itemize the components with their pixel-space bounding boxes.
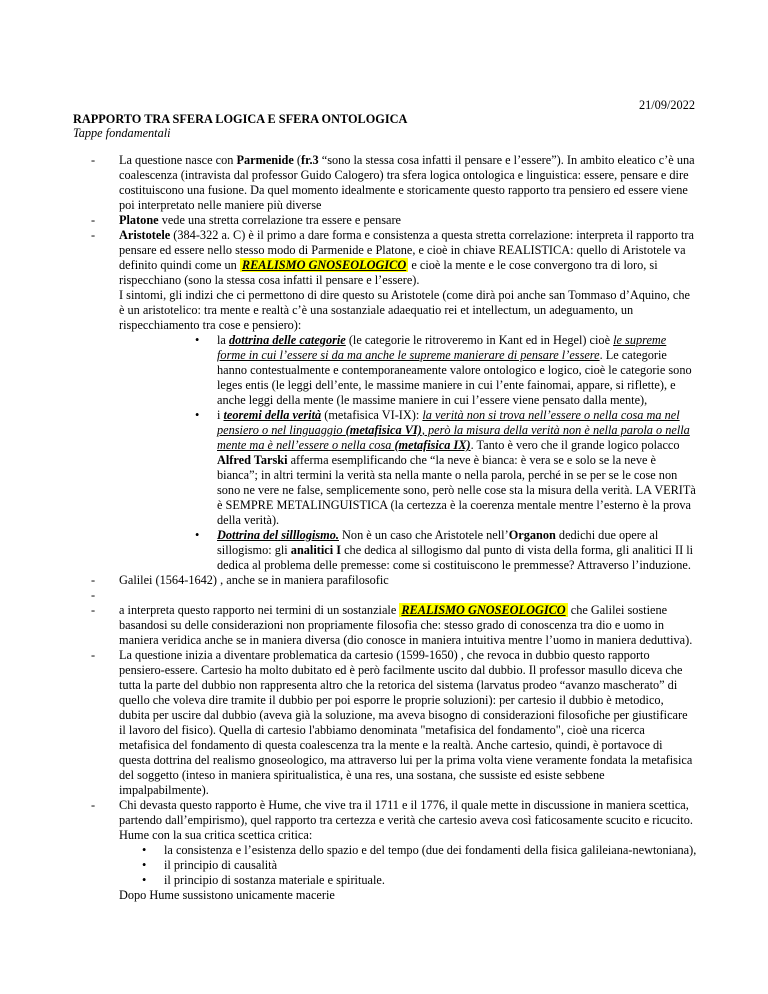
bullet-item-causalita xyxy=(142,858,697,873)
text-run: il principio di sostanza materiale e spirituale. xyxy=(164,873,385,887)
document-subtitle: Tappe fondamentali xyxy=(73,126,171,140)
text-run: La questione nasce con xyxy=(119,153,237,167)
dash-marker: - xyxy=(91,648,96,662)
list-item-aristotele xyxy=(73,228,697,333)
bold-run: Platone xyxy=(119,213,159,227)
bullet-marker: • xyxy=(195,408,200,422)
text-run: e cioè la mente e le cose convergono tra di loro, si rispecchiano (sono la stessa cosa infatti il pensare e l’essere). xyxy=(119,258,658,287)
text-run: vede una stretta correlazione tra essere e pensare xyxy=(158,213,402,227)
emphasis-run: dottrina delle categorie xyxy=(228,333,346,347)
bold-run: Aristotele xyxy=(119,228,171,242)
bullet-marker: • xyxy=(195,333,200,347)
text-run: (384-322 a. C) è il primo a dare forma e consistenza a questa stretta correlazione: interpreta il rapporto tra pensare ed essere nello stesso modo di Parmenide e Platone, e cioè in chiave REALISTICA: quello di Aristotele va definito quindi come un xyxy=(119,228,694,272)
dash-marker: - xyxy=(91,573,96,587)
text-run: La questione inizia a diventare problematica da cartesio (1599-1650) , che revoca in dubbio questo rapporto pensiero-essere. Cartesio ha molto dubitato ed è però facilmente uscito dal dubbio. Il professor masullo diceva che tutta la parte del dubbio non rappresenta altro che la retorica del sistema (larvatus prodeo “avanzo mascherato” di quello che voleva dire tramite il dubbio per poi esporre le proprie soluzioni): per cartesio il dubbio è metodico, dubita per uscire dal dubbio (aveva già la soluzione, ma aveva bisogno di considerazioni filosofiche per giustificare il lavoro del fisico). Quella di cartesio l'abbiamo denominata "metafisica del fondamento", cioè una ricerca metafisica del fondamento di questa coalescenza tra la mente e la realtà. Anche cartesio, quindi, è portavoce di questa dottrina del realismo gnoseologico, ma attraverso lui per la prima volta viene veramente fondata la metafisica del soggetto (inteso in maniera spiritualistica, è una res, una sostana, che sussiste ed esiste sebbene impalpabilmente). xyxy=(119,648,693,797)
bold-run: analitici I xyxy=(290,543,342,557)
list-item-parmenide xyxy=(73,153,697,213)
list-item-galilei xyxy=(73,573,697,588)
bullet-item-spazio-tempo xyxy=(142,843,697,858)
dash-marker: - xyxy=(91,153,96,167)
dash-marker: - xyxy=(91,228,96,242)
bullet-marker: • xyxy=(142,858,147,872)
list-item-cartesio xyxy=(73,648,697,798)
bullet-list-hume xyxy=(142,843,697,888)
dash-marker: - xyxy=(91,798,96,812)
bullet-marker: • xyxy=(142,843,147,857)
text-run: la xyxy=(217,333,229,347)
bold-run: Organon xyxy=(508,528,556,542)
highlighted-term: REALISMO GNOSEOLOGICO xyxy=(241,258,407,272)
text-run: che dedica al sillogismo dal punto di vista della forma, gli analitici II li dedica al problema delle premesse: come si costituiscono le premmesse? Attraverso l’induzione. xyxy=(217,543,694,572)
closing-line: Dopo Hume sussistono unicamente macerie xyxy=(119,888,335,902)
highlighted-term: REALISMO GNOSEOLOGICO xyxy=(401,603,566,617)
dash-marker: - xyxy=(91,213,96,227)
text-run: ( xyxy=(293,153,302,167)
emphasis-run: (metafisica VI) xyxy=(345,423,422,437)
document-body xyxy=(73,153,697,903)
dash-marker: - xyxy=(91,588,96,602)
underline-run: le supreme forme in cui l’essere si da ma anche le supreme manierare di pensare l’essere xyxy=(217,333,667,362)
underline-run: , però la misura della verità non è nella parola o nella mente ma è nell’essere o nella cosa xyxy=(217,423,690,452)
bullet-marker: • xyxy=(142,873,147,887)
text-run: a interpreta questo rapporto nei termini di un sostanziale xyxy=(119,603,400,617)
emphasis-run: teoremi della verità xyxy=(223,408,322,422)
text-run: Chi devasta questo rapporto è Hume, che vive tra il 1711 e il 1776, il quale mette in discussione in maniera scettica, partendo dall’empirismo), quel rapporto tra certezza e verità che cartesio aveva così faticosamente scucito e ricucito. Hume con la sua critica scettica critica: xyxy=(119,798,693,842)
bold-run: Parmenide xyxy=(236,153,294,167)
text-run: il principio di causalità xyxy=(164,858,278,872)
bullet-item-sillogismo xyxy=(195,528,697,573)
bullet-item-categorie xyxy=(195,333,697,408)
dash-marker: - xyxy=(91,603,96,617)
bullet-item-verita xyxy=(195,408,697,528)
list-item-galilei-realismo xyxy=(73,603,697,648)
text-run: i xyxy=(217,408,224,422)
emphasis-run: (metafisica IX) xyxy=(394,438,471,452)
text-run: . Tanto è vero che il grande logico polacco xyxy=(470,438,680,452)
underline-run: la verità non si trova nell’essere o nella cosa ma nel pensiero o nel linguaggio xyxy=(217,408,680,437)
emphasis-run: Dottrina del silllogismo. xyxy=(217,528,339,542)
document-date: 21/09/2022 xyxy=(638,98,695,112)
text-run: la consistenza e l’esistenza dello spazio e del tempo (due dei fondamenti della fisica galileiana-newtoniana), xyxy=(164,843,697,857)
text-run: Non è un caso che Aristotele nell’ xyxy=(338,528,509,542)
text-run: afferma esemplificando che “la neve è bianca: è vera se e solo se la neve è bianca”; in altri termini la verità sta nella mante o nella parola, perché in se per se le cose non sono ne vere ne false, semplicemente sono, però nelle cose sta la misura della verità. LA VERITà è SEMPRE METALINGUISTICA (la certezza è la coerenza mentale mentre l’esterno è la prova della verità). xyxy=(217,453,696,527)
text-run: dedichi due opere al sillogismo: gli xyxy=(217,528,659,557)
bullet-item-sostanza xyxy=(142,873,697,888)
text-run: “sono la stessa cosa infatti il pensare e l’essere”). In ambito eleatico c’è una coalescenza (intravista dal professor Guido Calogero) tra sfera logica ontologica e linguistica: essere, pensare e dire costituiscono una fusione. Da quel momento idealmente e storicamente questo rapporto tra pensiero ed essere viene poi interpretato nelle maniere più diverse xyxy=(119,153,695,212)
text-run: (metafisica VI-IX): xyxy=(321,408,423,422)
list-item-platone xyxy=(73,213,697,228)
text-run: . Le categorie hanno contestualmente e contemporaneamente valore ontologico e logico, cioè le categorie sono leges entis (le leggi dell’ente, le massime maniere in cui l’ente fainomai, appare, si riflette), e anche leggi della mente (le massime maniere in cui l’essere viene pensato dalla mente), xyxy=(217,348,692,407)
bold-run: fr.3 xyxy=(301,153,319,167)
list-item-hume xyxy=(73,798,697,843)
paragraph: I sintomi, gli indizi che ci permettono di dire questo su Aristotele (come dirà poi anche san Tommaso d’Aquino, che è un aristotelico: tra mente e realtà c’è una sostanziale adaequatio rei et intellectum, un adeguamento, un rispecchiamento tra cose e pensiero): xyxy=(119,288,690,332)
document-title: RAPPORTO TRA SFERA LOGICA E SFERA ONTOLOGICA xyxy=(73,112,408,126)
bullet-marker: • xyxy=(195,528,200,542)
text-run: che Galilei sostiene basandosi su delle considerazioni non propriamente filosofia che: stesso grado di conoscenza tra dio e uomo in maniera veridica anche se in maniera diversa (dio conosce in maniera intuitiva mentre l’uomo in maniera deduttiva). xyxy=(119,603,693,647)
bold-run: Alfred Tarski xyxy=(217,453,288,467)
text-run: (le categorie le ritroveremo in Kant ed in Hegel) cioè xyxy=(345,333,614,347)
bullet-list-aristotele xyxy=(195,333,697,573)
text-run: Galilei (1564-1642) , anche se in maniera parafilosofic xyxy=(119,573,389,587)
list-item-empty xyxy=(73,588,697,603)
